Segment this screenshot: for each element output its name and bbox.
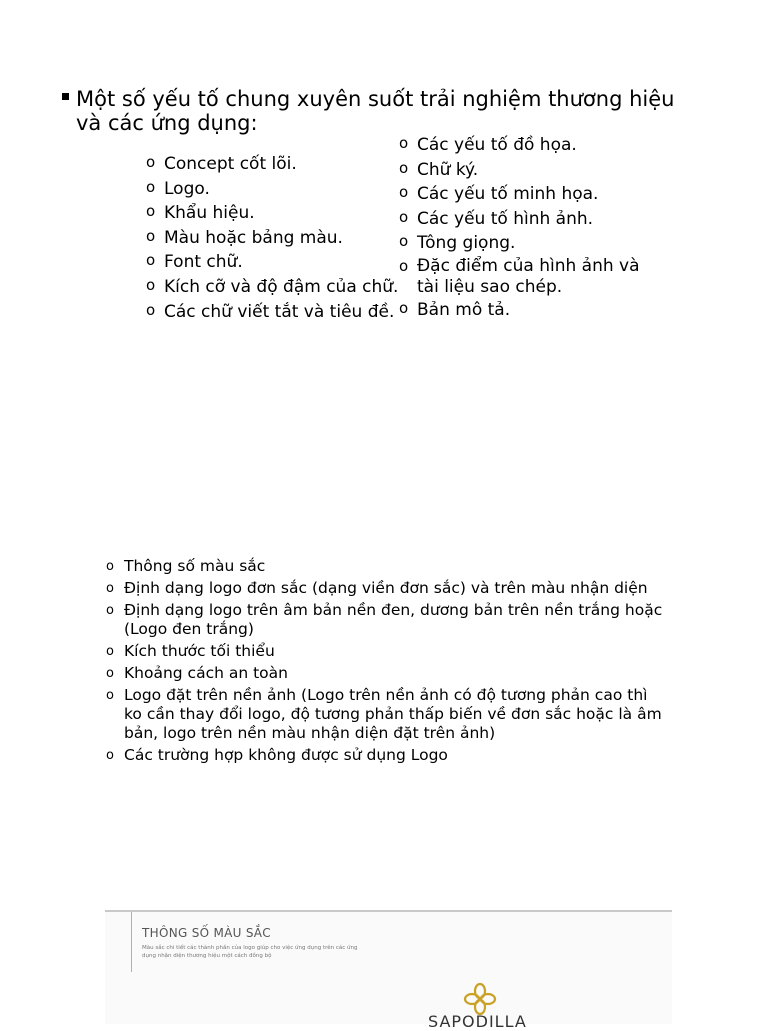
list-item: o Định dạng logo trên âm bản nền đen, dương bản trên nền trắng hoặc (Logo đen trắng) bbox=[106, 601, 663, 638]
circle-bullet-icon: o bbox=[146, 153, 156, 171]
list-item: o Các yếu tố hình ảnh. bbox=[399, 207, 659, 232]
list-item: o Font chữ. bbox=[146, 250, 416, 275]
list-item: o Concept cốt lõi. bbox=[146, 152, 416, 177]
logo-guideline-list bbox=[106, 557, 666, 768]
circle-bullet-icon: o bbox=[399, 207, 409, 226]
circle-bullet-icon: o bbox=[146, 300, 156, 319]
list-item: o Khẩu hiệu. bbox=[146, 201, 416, 226]
main-heading bbox=[62, 87, 682, 135]
circle-bullet-icon: o bbox=[146, 177, 156, 196]
circle-bullet-icon: o bbox=[399, 158, 409, 177]
right-element-list bbox=[399, 133, 659, 323]
list-item: o Các trường hợp không được sử dụng Logo bbox=[106, 746, 448, 764]
list-item: o Định dạng logo đơn sắc (dạng viền đơn sắc) và trên màu nhận diện bbox=[106, 579, 648, 597]
list-item: o Tông giọng. bbox=[399, 231, 659, 256]
list-item: o Bản mô tả. bbox=[399, 298, 659, 323]
list-item: o Màu hoặc bảng màu. bbox=[146, 226, 416, 251]
vertical-divider bbox=[131, 912, 132, 972]
thumbnail-title: THÔNG SỐ MÀU SẮC bbox=[142, 926, 271, 940]
circle-bullet-icon: o bbox=[146, 251, 156, 270]
brand-logo-icon bbox=[462, 982, 498, 1016]
list-item: o Các chữ viết tắt và tiêu đề. bbox=[146, 300, 416, 325]
list-item: o Kích cỡ và độ đậm của chữ. bbox=[146, 275, 416, 300]
circle-bullet-icon: o bbox=[106, 603, 114, 618]
list-item: o Logo. bbox=[146, 177, 416, 202]
circle-bullet-icon: o bbox=[106, 666, 114, 681]
circle-bullet-icon: o bbox=[146, 226, 156, 245]
circle-bullet-icon: o bbox=[106, 581, 114, 596]
circle-bullet-icon: o bbox=[106, 688, 114, 703]
circle-bullet-icon: o bbox=[106, 559, 114, 574]
list-item: o Chữ ký. bbox=[399, 158, 659, 183]
circle-bullet-icon: o bbox=[399, 183, 409, 202]
list-item: o Đặc điểm của hình ảnh và tài liệu sao chép. bbox=[399, 255, 640, 297]
brand-name: SAPODILLA bbox=[428, 1012, 527, 1031]
list-item: o Kích thước tối thiểu bbox=[106, 642, 275, 660]
color-spec-thumbnail bbox=[105, 910, 672, 1031]
circle-bullet-icon: o bbox=[399, 232, 409, 251]
circle-bullet-icon: o bbox=[399, 134, 409, 152]
thumbnail-description: Màu sắc chi tiết các thành phần của logo giúp cho việc ứng dụng trên các ứng dụng nhận diện thương hiệu một cách đồng bộ bbox=[142, 945, 358, 959]
list-item: o Logo đặt trên nền ảnh (Logo trên nền ảnh có độ tương phản cao thì ko cần thay đổi logo, độ tương phản thấp biến về đơn sắc hoặc là âm bản, logo trên nền màu nhận diện đặt trên ảnh) bbox=[106, 686, 662, 742]
list-item: o Khoảng cách an toàn bbox=[106, 664, 288, 682]
circle-bullet-icon: o bbox=[146, 275, 156, 294]
circle-bullet-icon: o bbox=[146, 202, 156, 221]
heading-text: Một số yếu tố chung xuyên suốt trải nghiệm thương hiệu và các ứng dụng: bbox=[76, 87, 675, 135]
circle-bullet-icon: o bbox=[399, 256, 409, 275]
list-item: o Các yếu tố đồ họa. bbox=[399, 133, 659, 158]
circle-bullet-icon: o bbox=[399, 298, 409, 317]
circle-bullet-icon: o bbox=[106, 748, 114, 763]
circle-bullet-icon: o bbox=[106, 644, 114, 659]
left-element-list bbox=[146, 152, 416, 324]
square-bullet-icon bbox=[62, 93, 69, 100]
divider bbox=[105, 910, 672, 912]
list-item: o Thông số màu sắc bbox=[106, 557, 266, 575]
list-item: o Các yếu tố minh họa. bbox=[399, 182, 659, 207]
